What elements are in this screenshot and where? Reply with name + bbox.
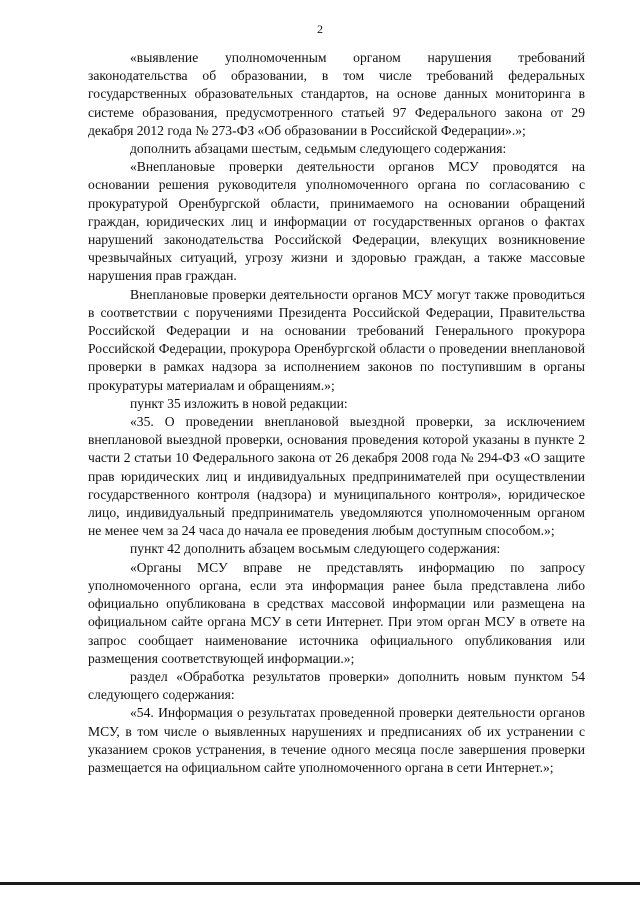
scan-border-line [0, 882, 640, 885]
paragraph-6: «35. О проведении внеплановой выездной проверки, за исключением внеплановой выездной проверки, основания проведения которой указаны в пункте 2 части 2 статьи 10 Федерального закона от 26 декабря 2008 года № 294-ФЗ «О защите прав юридических лиц и индивидуальных предпринимателей при осуществлении государственного контроля (надзора) и муниципального контроля», юридическое лицо, индивидуальный предприниматель уведомляются уполномоченным органом не менее чем за 24 часа до начала ее проведения любым доступным способом.»; [88, 414, 585, 539]
paragraph-5: пункт 35 изложить в новой редакции: [130, 395, 348, 411]
paragraph-8: «Органы МСУ вправе не представлять информацию по запросу уполномоченного органа, если эта информация ранее была представлена либо официально опубликована в средствах массовой информации или размещена на официальном сайте органа МСУ в сети Интернет. При этом орган МСУ в ответе на запрос сообщает наименование источника официального опубликования или размещения соответствующей информации.»; [88, 559, 585, 666]
document-body [88, 49, 585, 777]
page-number: 2 [317, 22, 323, 36]
paragraph-2: дополнить абзацами шестым, седьмым следующего содержания: [130, 141, 507, 157]
paragraph-7: пункт 42 дополнить абзацем восьмым следующего содержания: [130, 541, 501, 557]
paragraph-4: Внеплановые проверки деятельности органов МСУ могут также проводиться в соответствии с поручениями Президента Российской Федерации, Правительства Российской Федерации и на основании требований Генерального прокурора Российской Федерации, прокурора Оренбургской области о проведении внеплановой проверки в рамках надзора за исполнением законов по поступившим в органы прокуратуры материалам и обращениям.»; [88, 286, 585, 393]
paragraph-3: «Внеплановые проверки деятельности органов МСУ проводятся на основании решения руководителя уполномоченного органа по согласованию с прокуратурой Оренбургской области, принимаемого на основании обращений граждан, юридических лиц и информации от государственных органов о фактах нарушений законодательства Российской Федерации, влекущих возникновение чрезвычайных ситуаций, угрозу жизни и здоровью граждан, а также массовые нарушения прав граждан. [88, 159, 585, 284]
paragraph-1: «выявление уполномоченным органом нарушения требований законодательства об образовании, в том числе требований федеральных государственных образовательных стандартов, на основе данных мониторинга в системе образования, предусмотренного статьей 97 Федерального закона от 29 декабря 2012 года № 273-ФЗ «Об образовании в Российской Федерации».»; [88, 50, 585, 138]
paragraph-10: «54. Информация о результатах проведенной проверки деятельности органов МСУ, в том числе о выявленных нарушениях и предписаниях об их устранении с указанием сроков устранения, в течение одного месяца после завершения проверки размещается на официальном сайте уполномоченного органа в сети Интернет.»; [88, 705, 585, 775]
paragraph-9: раздел «Обработка результатов проверки» дополнить новым пунктом 54 следующего содержания: [88, 668, 585, 703]
